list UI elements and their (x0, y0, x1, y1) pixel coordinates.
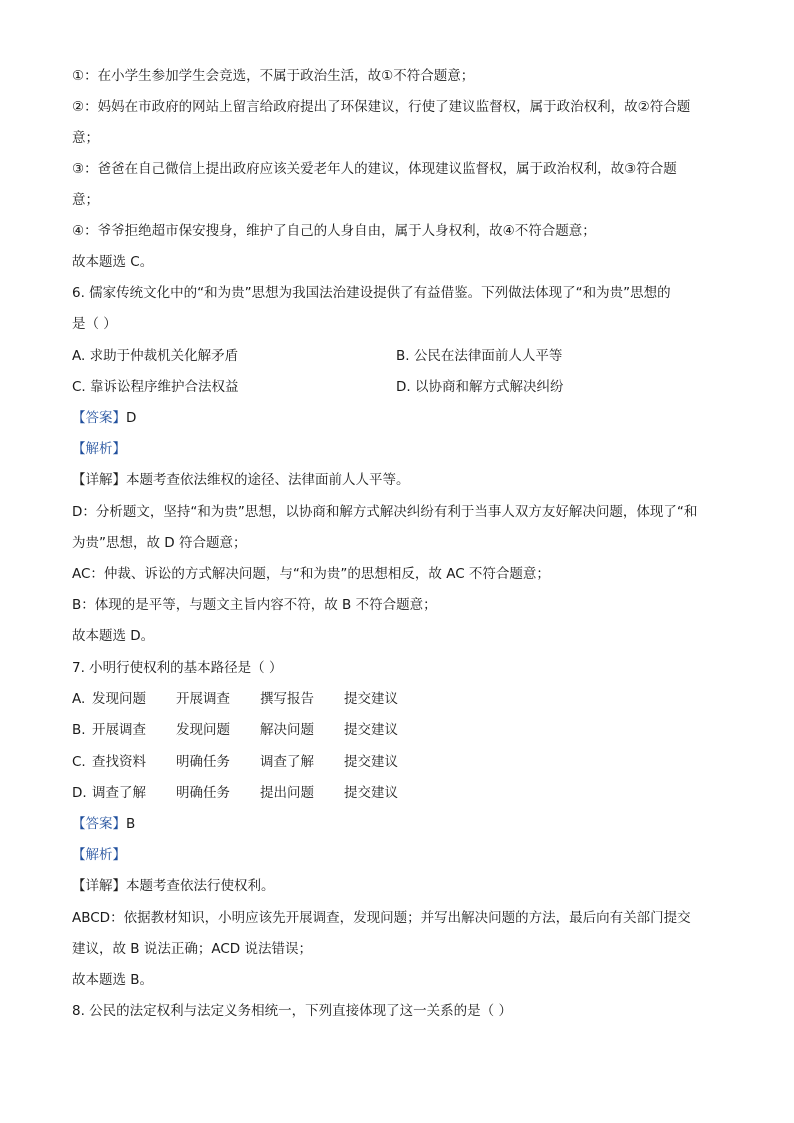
q6-option-a: A. 求助于仲裁机关化解矛盾 (72, 348, 239, 364)
q6-analysis (72, 439, 734, 459)
q6-ac-line: AC：仲裁、诉讼的方式解决问题，与“和为贵”的思想相反，故 AC 不符合题意； (72, 566, 550, 582)
step-3: 调查了解 (260, 754, 314, 770)
q6-option-c: C. 靠诉讼程序维护合法权益 (72, 379, 239, 395)
detail-text: 本题考查依法维权的途径、法律面前人人平等。 (126, 472, 410, 488)
step-3: 提出问题 (260, 785, 314, 801)
q6-d-line-2: 为贵”思想，故 D 符合题意； (72, 535, 247, 551)
conclusion-q5: 故本题选 C。 (72, 254, 154, 270)
analysis-line-2: ②：妈妈在市政府的网站上留言给政府提出了环保建议，行使了建议监督权，属于政治权利，故②符合题 (72, 99, 691, 115)
option-letter: B. (72, 722, 86, 738)
q7-abcd-line-1: ABCD：依据教材知识，小明应该先开展调查，发现问题；并写出解决问题的方法，最后向有关部门提交 (72, 910, 691, 926)
q7-detail (72, 876, 734, 896)
analysis-line-4: ③：爸爸在自己微信上提出政府应该关爱老年人的建议，体现建议监督权，属于政治权利，故③符合题 (72, 161, 677, 177)
q6-stem-line-1: 6. 儒家传统文化中的“和为贵”思想为我国法治建设提供了有益借鉴。下列做法体现了“和为贵”思想的 (72, 285, 671, 301)
answer-value: B (126, 816, 136, 832)
step-1: 查找资料 (92, 754, 146, 770)
step-3: 撰写报告 (260, 691, 314, 707)
step-1: 开展调查 (92, 722, 146, 738)
q7-stem: 7. 小明行使权利的基本路径是（ ） (72, 660, 283, 676)
step-1: 调查了解 (92, 785, 146, 801)
analysis-line-6: ④：爷爷拒绝超市保安搜身，维护了自己的人身自由，属于人身权利，故④不符合题意； (72, 223, 596, 239)
analysis-tag: 【解析】 (72, 847, 126, 863)
step-1: 发现问题 (92, 691, 146, 707)
option-letter: D. (72, 785, 87, 801)
step-4: 提交建议 (344, 691, 398, 707)
analysis-line-3: 意； (72, 130, 99, 146)
q6-option-d: D. 以协商和解方式解决纠纷 (396, 379, 564, 395)
q6-d-line-1: D：分析题文，坚持“和为贵”思想，以协商和解方式解决纠纷有利于当事人双方友好解决问题，体现了“和 (72, 504, 698, 520)
option-letter: A. (72, 691, 86, 707)
answer-tag: 【答案】 (72, 410, 126, 426)
q7-abcd-line-2: 建议，故 B 说法正确；ACD 说法错误； (72, 941, 312, 957)
step-3: 解决问题 (260, 722, 314, 738)
step-2: 发现问题 (176, 722, 230, 738)
q8-stem: 8. 公民的法定权利与法定义务相统一，下列直接体现了这一关系的是（ ） (72, 1003, 512, 1019)
q6-option-b: B. 公民在法律面前人人平等 (396, 348, 563, 364)
answer-tag: 【答案】 (72, 816, 126, 832)
analysis-line-1: ①：在小学生参加学生会竞选，不属于政治生活，故①不符合题意； (72, 68, 475, 84)
detail-tag: 【详解】 (72, 472, 126, 488)
q7-conclusion: 故本题选 B。 (72, 972, 154, 988)
q6-answer (72, 408, 734, 428)
step-4: 提交建议 (344, 722, 398, 738)
q7-answer (72, 814, 734, 834)
detail-text: 本题考查依法行使权利。 (126, 878, 275, 894)
option-letter: C. (72, 754, 86, 770)
step-2: 开展调查 (176, 691, 230, 707)
step-2: 明确任务 (176, 785, 230, 801)
analysis-tag: 【解析】 (72, 441, 126, 457)
q6-conclusion: 故本题选 D。 (72, 628, 155, 644)
answer-value: D (126, 410, 137, 426)
q7-analysis (72, 845, 734, 865)
q6-b-line: B：体现的是平等，与题文主旨内容不符，故 B 不符合题意； (72, 597, 437, 613)
step-2: 明确任务 (176, 754, 230, 770)
step-4: 提交建议 (344, 754, 398, 770)
q6-stem-line-2: 是（ ） (72, 316, 117, 332)
detail-tag: 【详解】 (72, 878, 126, 894)
q6-detail (72, 470, 734, 490)
analysis-line-5: 意； (72, 192, 99, 208)
step-4: 提交建议 (344, 785, 398, 801)
